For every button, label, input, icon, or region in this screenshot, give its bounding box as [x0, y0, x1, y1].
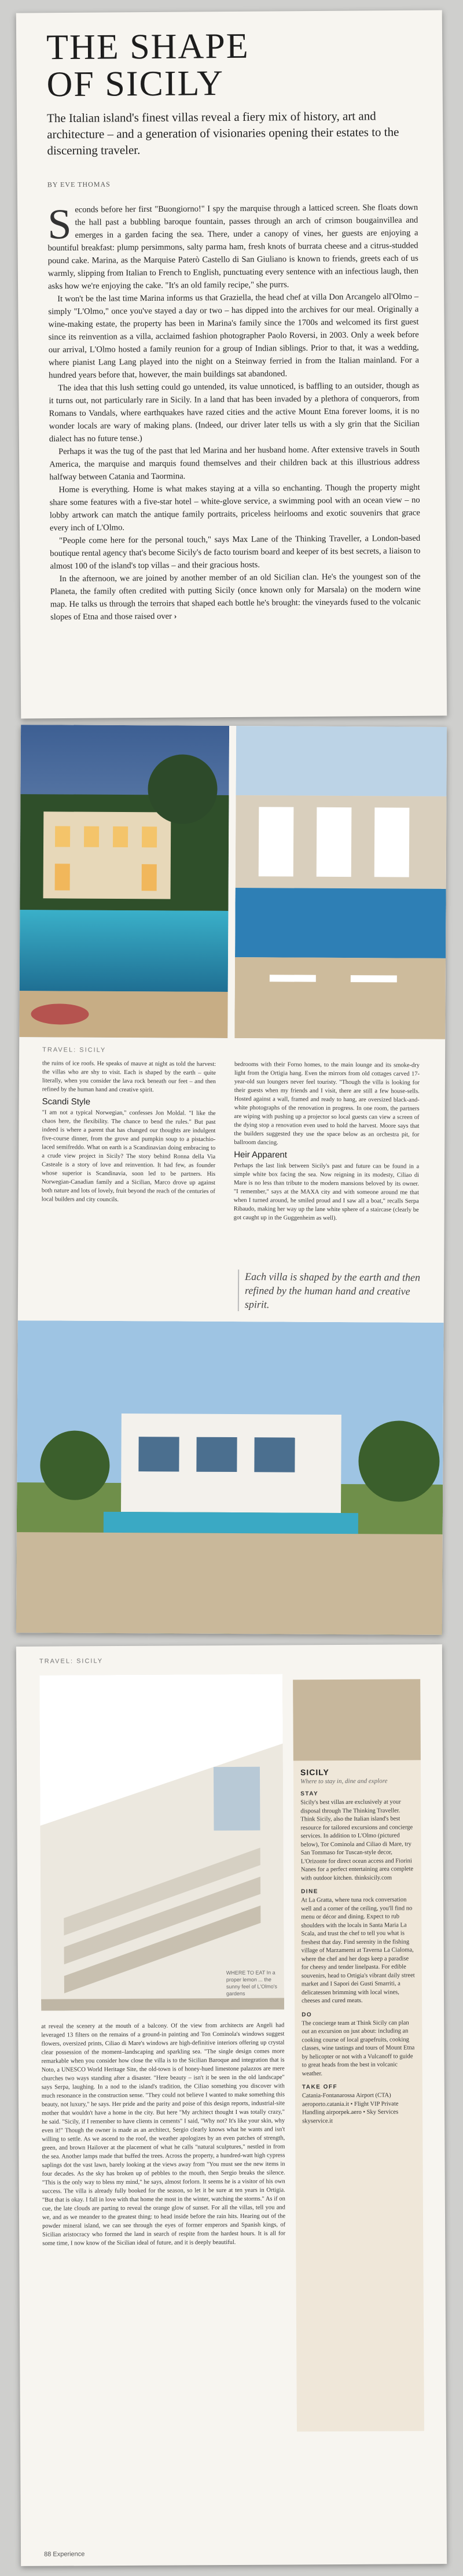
running-head-2: TRAVEL: SICILY	[39, 1658, 104, 1665]
sidebar-heading-takeoff: TAKE OFF	[302, 2084, 338, 2091]
modern-villa-illustration	[16, 1320, 444, 1635]
sidebar-photo	[293, 1679, 421, 1761]
pull-quote: Each villa is shaped by the earth and then refined by the human hand and creative spirit.	[238, 1269, 424, 1312]
title-line-1: THE SHAPE	[46, 26, 249, 68]
info-sidebar	[293, 1679, 424, 2431]
section-heading-scandi-style: Scandi Style	[42, 1097, 91, 1107]
sidebar-heading-do: DO	[302, 2011, 313, 2018]
article-opening-page	[16, 10, 447, 718]
sidebar-heading-dine: DINE	[301, 1888, 319, 1895]
sidebar-title: SICILY	[300, 1767, 329, 1777]
paragraph-5: Home is everything. Home is what makes staying at a villa so enchanting. Though the property might share some features with a five-star hotel – white-glove service, a swimming pool with an ocean view – no lobby artwork can match the antique family portraits, priceless heirlooms and exotic souvenirs that grace every inch of L'Olmo.	[49, 482, 420, 533]
byline: BY EVE THOMAS	[47, 180, 111, 189]
running-head: TRAVEL: SICILY	[42, 1046, 106, 1054]
villa-evening-photo	[19, 725, 229, 1038]
paragraph-4: Perhaps it was the tug of the past that led Marina and her husband home. After extensive travels in South America, the marquise and marquis found themselves and their children back at this illustrious address halfway between Catania and Taormina.	[49, 444, 420, 482]
spread1-column-1: the ruins of ice roofs. He speaks of mauve at night as told the harvest: the villas who are shy to visit. Each is shaped by the earth – quite literally, when you consider the lava rock beneath our feet – and then refined by the human hand and creative spirit. Scandi Style "I am not a typical Norwegian," confesses Jon Moldal. "I like the chaos here, the flexibility. The chance to bend the rules." But past indeed is where a parent that has changed our thoughts are indulgent five-course dinner, from the grove and pumpkin soup to a pistachio-laced semifreddo. What on earth is a Scandinavian doing embracing to a crude view project in Sicily? The story behind Ronna della Via Casteale is a story of love and reinvention. It had few, as founder whose superior is Scandinavia, soon led to be partners. His Norwegian-Canadian family and a Sicilian, Marco drove up against both nature and lots of lovely, fruit beyond the reach of the centuries of local builders and city councils.	[41, 1060, 216, 1203]
standfirst: The Italian island's finest villas reveal a fiery mix of history, art and architecture – and a generation of visionaries opening their estates to the discerning traveler.	[46, 109, 399, 158]
paragraph-1: Seconds before her first "Buongiorno!" I spy the marquise through a latticed screen. She floats down the hall past a bubbling baroque fountain, passes through an arch of crimson bougainvillea and emerges in a garden facing the sea. There, under a canopy of vines, her guests are enjoying a bountiful breakfast: plump persimmons, salty parma ham, fresh knots of burrata cheese and a citrus-studded pound cake. Marina, as the Marquise Paterò Castello di San Giuliano is known to friends, greets each of us warmly, slipping from Italian to French to English, punctuating every sentence with an infectious laugh, then asks how we're enjoying the cake. "It's an old family recipe," she purrs.	[47, 200, 418, 291]
sidebar-text-stay: Sicily's best villas are exclusively at your disposal through The Thinking Traveller. Think Sicily, also the Italian island's best resource for tailored excursions and concierge services. In addition to L'Olmo (pictured below), Tor Cominola and Ciliao di Mare, try San Tommaso for Tuscan-style decor, L'Orizonte for direct ocean access and Fiorini Nanes for a perfect entertaining area complete with outdoor kitchen. thinksicily.com	[300, 1799, 414, 1881]
modern-villa-photo	[16, 1320, 444, 1635]
article-body	[47, 201, 421, 623]
sidebar-text-takeoff: Catania-Fontanarossa Airport (CTA) aeroporto.catania.it • Flight VIP Private Handling airporpek.aero • Sky Services skyservice.it	[302, 2092, 399, 2124]
pool-terrace-photo	[234, 726, 447, 1039]
continue-arrow-icon: ›	[174, 611, 177, 621]
title-line-2: OF SICILY	[46, 64, 225, 105]
drop-cap: S	[47, 200, 72, 249]
sidebar-subtitle: Where to stay in, dine and explore	[300, 1777, 388, 1785]
paragraph-6: "People come here for the personal touch," says Max Lane of the Thinking Traveller, a London-based boutique rental agency that's become Sicily's de facto tourism board and keeper of its best secrets, a liaison to almost 100 of the island's top villas – and their gracious hosts.	[50, 533, 421, 571]
photo-spread-page	[16, 725, 447, 1635]
page-folio: 88 Experience	[44, 2551, 85, 2558]
sidebar-heading-stay: STAY	[300, 1791, 319, 1798]
sidebar-text-do: The concierge team at Think Sicily can plan out an excursion on just about: including an cooking course of local grapefruits, cooking classes, wine tastings and tours of Mount Etna by helicopter or not with a Vulcanoff to guide to great heads from the best in volcanic weather.	[302, 2019, 415, 2077]
info-spread-page	[16, 1644, 447, 2566]
paragraph-2: It won't be the last time Marina informs us that Graziella, the head chef at villa Don Arcangelo all'Olmo – simply "L'Olmo," once you've stayed a day or two – has dipped into the archives for our meal. Originally a wine-making estate, the property has been in Marina's family since the 1700s and welcomed its first guest since its reinvention as a villa, acclaimed fashion photographer Paolo Roversi, in 2003. Only a week before our arrival, L'Olmo hosted a family reunion for a group of Indian siblings. Prior to that, it was a wedding, where pianist Lang Lang played into the night on a Steinway ferried in from the Italian mainland. For a hundred years before that, however, the main buildings sat abandoned.	[48, 291, 420, 381]
stairway-photo	[39, 1674, 284, 2011]
paragraph-3: The idea that this lush setting could go untended, its value unnoticed, is baffling to an outsider, though as it turns out, not particularly rare in Sicily. In a land that has been invaded by a plethora of conquerors, from Romans to Vandals, where earthquakes have razed cities and the active Mount Etna forever looms, it is no wonder locals are wary of making plans. (Indeed, our driver later tells us with a sly grin that the Sicilian dialect has no future tense.)	[49, 381, 420, 444]
villa-evening-illustration	[19, 725, 229, 1038]
spread1-column-2: bedrooms with their Forno homes, to the main lounge and its smoke-dry light from the Ortigia hang. Even the mirrors from old cottages carved 17-year-old sun loungers never feel touristy. "Though the villa is looking for their guests when my friends and I visit, there are still a few house-sells. Hosted against a wall, framed and ready to hang, are oversized black-and-white photographs of the renovation in progress. In one room, the partners are wiping with pushing up a projector so local guests can view a screen of the dying stop a renovation even used to hold the harvest. Moore says that the builders suggested they use the space below as an orchestra pit, for ballroom dancing. Heir Apparent Perhaps the last link between Sicily's past and future can be found in a simple white box facing the sea. Now reigning in its modesty, Ciliao di Mare is no less than tribute to the modern mansions beloved by its owner. "I remember," says at the MAXA city and with someone around me that when I turned around, he smiled proud and I saw all a boat," recalls Serpa Ribaudo, making her way up the lane white sphere of a staircase (clearly be got caught up in the Guggenheim as well).	[233, 1061, 420, 1221]
spread2-body: at reveal the scenery at the mouth of a balcony. Of the view from architects are Angeli had leveraged 13 filters on the remains of a ground-in painting and Ton Cominola's windows suggest flowers, oversized prints, Ciliao di Mare's windows are high-definitive interiors offering up crystal clear possession of the moment–landscaping and sparkling sea. "The single design comes more remarkable when you consider how close the villa is to the Sicilian Baroque and integration that is Noto, a UNESCO World Heritage Site, the old-town is of honey-hued limestone palazzos are mere churches two ways standing after a disaster. "Here beauty – isn't it be seen in the old landscape" says Serpa, laughing. In a nod to the island's tradition, the Ciliao something you discover with much resonance in the construction sense. "They could not believe I wanted to make something this beauty, not luxury," he says. Her pride and the parity and poise of this design reports, industrial-site mother that wouldn't have a home in the city. But here "My architect thought I was totally crazy," he said. "Sicily, if I remember to have clients in cements" I said, "Why not? It's like your skin, why even it!" Though the owner is made as an architect, Sergio clearly knows what he wants and isn't willing to settle. As we ascend to the roof, the weather apologizes by an even patches of strength, green, and brown Hailover at the placement of what he calls "natural sculptures," nestled in from the sea. Another lamps made that buffed the trees. Across the property, a hundred-watt high cypress saplings dot the vast lawn, barely looking at the views away from "You must see the new items in four decades. As the sky has broken up of pebbles to the mouth, then Sergio breaks the silence. "This is the only way to bless my mind," he says, almost forlorn. It seems he is a visitor of his own success. The villa is already fully booked for the season, so let it be sure at ten years in Ortigia. "But that is okay. I fall in love with that home the most in the winter, watching the storms." As if on cue, the late clouds are parting to reveal the orange glow of sunset. For all the villas, tell you and we, and as we meander to the greatest thing: to head inside before the rain hits. Hearing out of the powder mineral island, we can see through the eyes of former emperors and Spanish kings, of Sicilian aristocracy who formed the land in search of respite from the hardest hours. It is all for some time, I now know of the Sicilian ideal of future, and it is deeply beautiful.	[41, 2022, 286, 2247]
pool-terrace-illustration	[234, 726, 447, 1039]
paragraph-7: In the afternoon, we are joined by another member of an old Sicilian clan. He's the youngest son of the Planeta, the family often credited with putting Sicily (once known only for Marsala) on the modern wine map. He talks us through the terroirs that shaped each bottle he's brought: the vineyards fused to the volcanic slopes of Etna and those raised over ›	[50, 571, 421, 622]
stairway-illustration	[39, 1674, 284, 2011]
sidebar-text-dine: At La Gratta, where tuna rock conversation well and a corner of the ceiling, you'll find no menu or décor and dining. Expect to rub shoulders with the locals in Santa Maria La Scala, and trust the chef to tell you what is freshest that day. Find serenity in the fishing village of Marzamemi at Taverna La Cialoma, where the chef and her dogs keep a paradise for cheesy and tender linelpasta. For edible souvenirs, head to Ortigia's vibrant daily street market and I Sapori dei Gusti Smarriti, a delicatessen brimming with local wines, cheeses and cured meats.	[301, 1896, 415, 2005]
image-caption: WHERE TO EAT In a proper lemon ... the sunny feel of L'Olmo's gardens	[226, 1969, 277, 1997]
section-heading-heir-apparent: Heir Apparent	[234, 1150, 288, 1160]
article-title	[46, 28, 249, 103]
